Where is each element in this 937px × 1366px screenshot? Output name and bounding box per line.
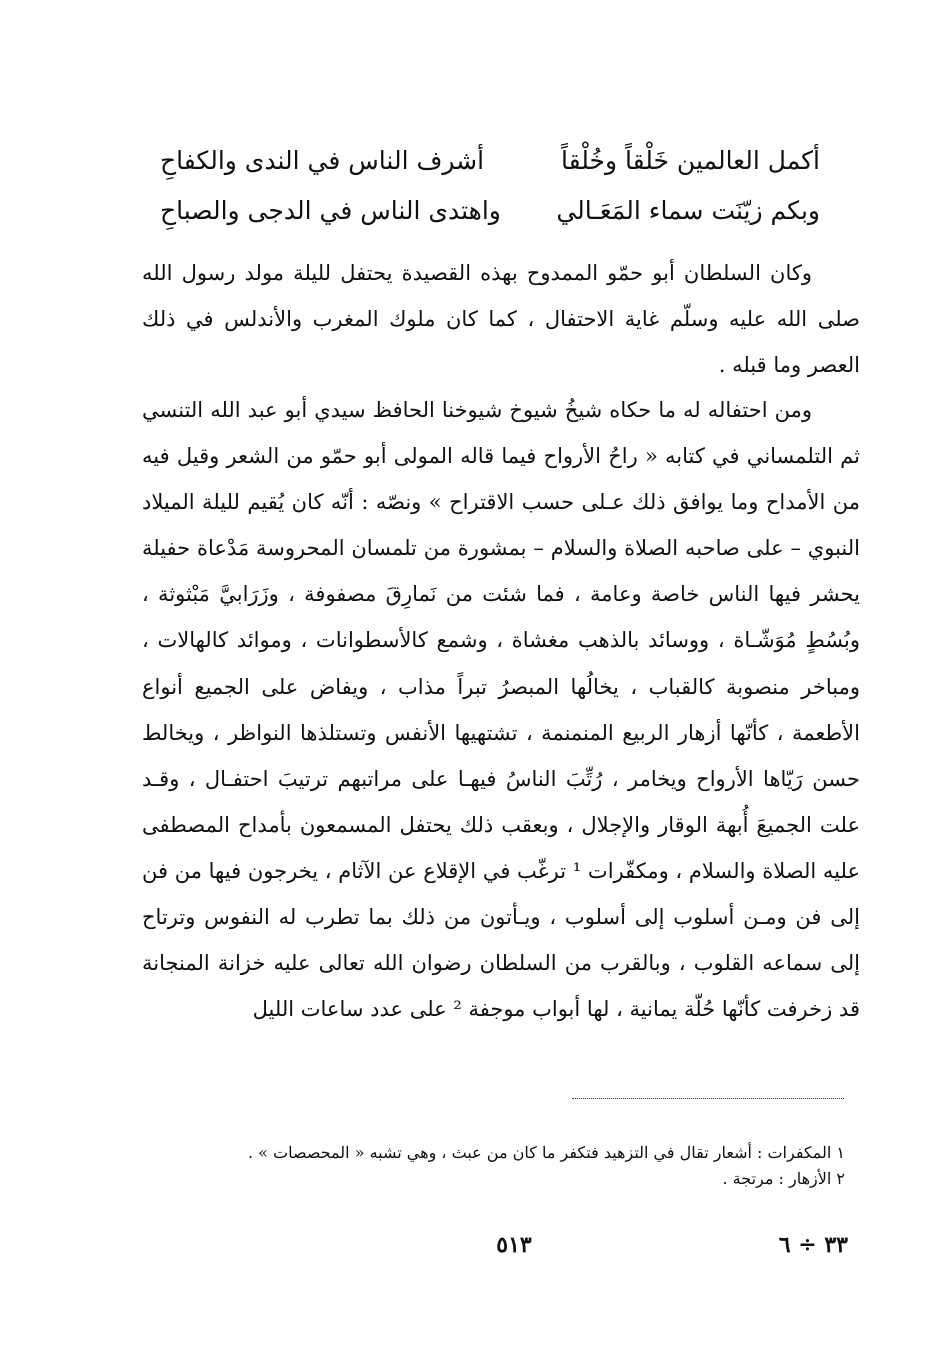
verse-line: [160, 186, 820, 236]
page-number: ٥١٣: [496, 1232, 532, 1258]
paragraph-celebration-intro: وكان السلطان أبو حمّو الممدوح بهذه القصيدة يحتفل لليلة مولد رسول الله صلى الله عليه وسلّم غاية الاحتفال ، كما كان ملوك المغرب والأندلس في ذلك العصر وما قبله .: [142, 261, 860, 378]
poem-verses: [160, 136, 820, 236]
verse-line: [160, 136, 820, 186]
footnote-item: ٢ الأزهار : مرتجة .: [722, 1169, 845, 1188]
verse-second-hemistich: واهتدى الناس في الدجى والصباحِ: [160, 196, 501, 225]
footnotes: [200, 1140, 845, 1192]
paragraph-celebration-description: ومن احتفاله له ما حكاه شيخُ شيوخ شيوخنا الحافظ سيدي أبو عبد الله التنسي ثم التلمساني في كتابه « راحُ الأرواح فيما قاله المولى أبو حمّو من الشعر وقيل فيه من الأمداح وما يوافق ذلك عـلى حسب الاقتراح » ونصّه : أنّه كان يُقيم لليلة الميلاد النبوي – على صاحبه الصلاة والسلام – بمشورة من تلمسان المحروسة مَدْعاة حفيلة يحشر فيها الناس خاصة وعامة ، فما شئت من نَمارِقَ مصفوفة ، وزَرَابيَّ مَبْثوثة ، وبُسُطٍ مُوَشّـاة ، ووسائد بالذهب مغشاة ، وشمع كالأسطوانات ، وموائد كالهالات ، ومباخر منصوبة كالقباب ، يخالُها المبصرُ تبراً مذاب ، ويفاض على الجميع أنواع الأطعمة ، كأنّها أزهار الربيع المنمنمة ، تشتهيها الأنفس وتستلذها النواظر ، ويخالط حسن رَيّاها الأرواح ويخامر ، رُتِّبَ الناسُ فيهـا على مراتبهم ترتيبَ احتفـال ، وقـد علت الجميعَ أُبهة الوقار والإجلال ، وبعقب ذلك يحتفل المسمعون بأمداح المصطفى عليه الصلاة والسلام ، ومكفّرات ¹ ترغّب في الإقلاع عن الآثام ، يخرجون فيها من فن إلى فن ومـن أسلوب إلى أسلوب ، ويـأتون من ذلك بما تطرب له النفوس وترتاح إلى سماعه القلوب ، وبالقرب من السلطان رضوان الله تعالى عليه خزانة المنجانة قد زخرفت كأنّها حُلّة يمانية ، لها أبواب موجفة ² على عدد ساعات الليل: [142, 398, 860, 1022]
verse-first-hemistich: أكمل العالمين خَلْقاً وخُلْقاً: [560, 146, 820, 175]
footnote-item: ١ المكفرات : أشعار تقال في التزهيد فتكفر ما كان من عبث ، وهي تشبه « المحصصات » .: [247, 1143, 845, 1162]
verse-first-hemistich: وبكم زيّنَت سماء المَعَـالي: [556, 196, 820, 225]
footnote-divider: [572, 1098, 844, 1099]
printer-signature-mark: ٣٣ ÷ ٦: [778, 1232, 848, 1258]
verse-second-hemistich: أشرف الناس في الندى والكفاحِ: [160, 146, 485, 175]
